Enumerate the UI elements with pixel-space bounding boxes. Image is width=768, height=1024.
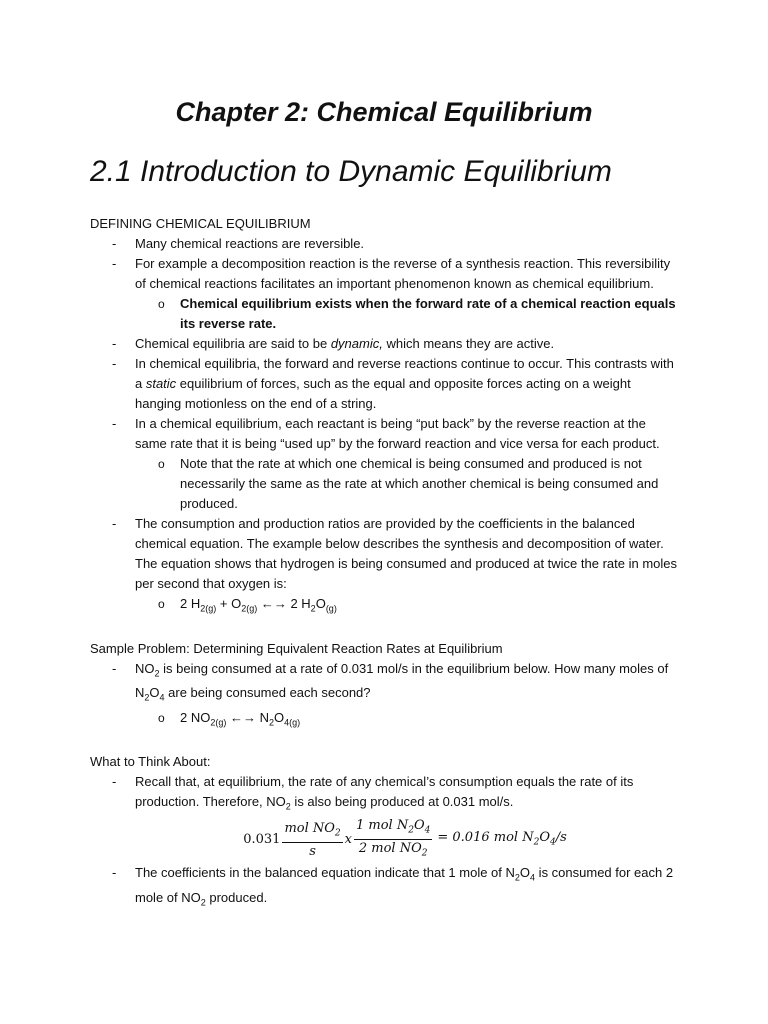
think-heading: What to Think About: (90, 754, 211, 770)
list-item: - Chemical equilibria are said to be dynamic, which means they are active. (90, 334, 680, 354)
circle-bullet: o (158, 297, 165, 311)
dash-bullet: - (112, 660, 117, 676)
list-item: - For example a decomposition reaction is the reverse of a synthesis reaction. This reversibility of chemical reactions facilitates an important phenomenon known as chemical equilibrium. (112, 256, 671, 291)
water-equation: o 2 $H_{2(g)} + O_{2(g)}$ ←→ 2 $H_2O_{(g)}$ (158, 596, 337, 614)
defining-heading: DEFINING CHEMICAL EQUILIBRIUM (90, 216, 311, 231)
list-item: - The coefficients in the balanced equation indicate that 1 mole of $N_2O_4$ is consumed for each 2 mole of $NO_2$ produced. (112, 864, 674, 908)
document-body (90, 214, 680, 912)
dash-bullet: - (112, 516, 117, 531)
list-item: - The consumption and production ratios are provided by the coefficients in the balanced chemical equation. The example below describes the synthesis and decomposition of water. The equation shows that hydrogen is being consumed and produced at twice the rate in moles per second that oxygen is: (112, 516, 678, 591)
fraction: $\frac{mol NO_2}{s}$ (284, 820, 341, 860)
list-item: - Many chemical reactions are reversible. (90, 234, 680, 254)
dash-bullet: - (112, 416, 117, 431)
circle-bullet: o (158, 710, 165, 725)
dash-bullet: - (112, 256, 117, 271)
sub-list-item: o Chemical equilibrium exists when the forward rate of a chemical reaction equals its reverse rate. (158, 296, 676, 331)
section-title: 2.1 Introduction to Dynamic Equilibrium (90, 155, 612, 188)
list-item: - Recall that, at equilibrium, the rate of any chemical’s consumption equals the rate of its production. Therefore, $NO_2$ is also being produced at 0.031 mol/s. (112, 774, 634, 812)
sub-list-item: o Note that the rate at which one chemical is being consumed and produced is not necessarily the same as the rate at which another chemical is being consumed and produced. (158, 456, 659, 511)
rate-calculation: 0.031 $\frac{mol NO_2}{s}$ x $\frac{1 mol N_2O_4}{2 mol NO_2}$ = 0.016 mol $N_2O_4/s$ (130, 817, 680, 863)
list-item: - In a chemical equilibrium, each reactant is being “put back” by the reverse reaction at the same rate that it is being “used up” by the forward reaction and vice versa for each product. (112, 416, 660, 451)
list-item: - In chemical equilibria, the forward and reverse reactions continue to occur. This contrasts with a static equilibrium of forces, such as the equal and opposite forces acting on a weight hanging motionless on the end of a string. (112, 356, 674, 411)
circle-bullet: o (158, 457, 165, 471)
sample-problem-heading: Sample Problem: Determining Equivalent Reaction Rates at Equilibrium (90, 640, 503, 656)
dash-bullet: - (112, 236, 117, 251)
chapter-title: Chapter 2: Chemical Equilibrium (175, 97, 593, 127)
no2-equation: o 2 $NO_{2(g)}$ ←→ $N_2O_{4(g)}$ (158, 709, 301, 728)
dash-bullet: - (112, 356, 117, 371)
list-item: - $NO_2$ is being consumed at a rate of 0.031 mol/s in the equilibrium below. How many moles of $N_2O_4$ are being consumed each second? (112, 660, 669, 703)
dash-bullet: - (112, 774, 117, 790)
dash-bullet: - (112, 864, 117, 880)
circle-bullet: o (158, 597, 165, 611)
fraction: $\frac{1 mol N_2O_4}{2 mol NO_2}$ (356, 817, 431, 860)
dash-bullet: - (112, 336, 117, 351)
